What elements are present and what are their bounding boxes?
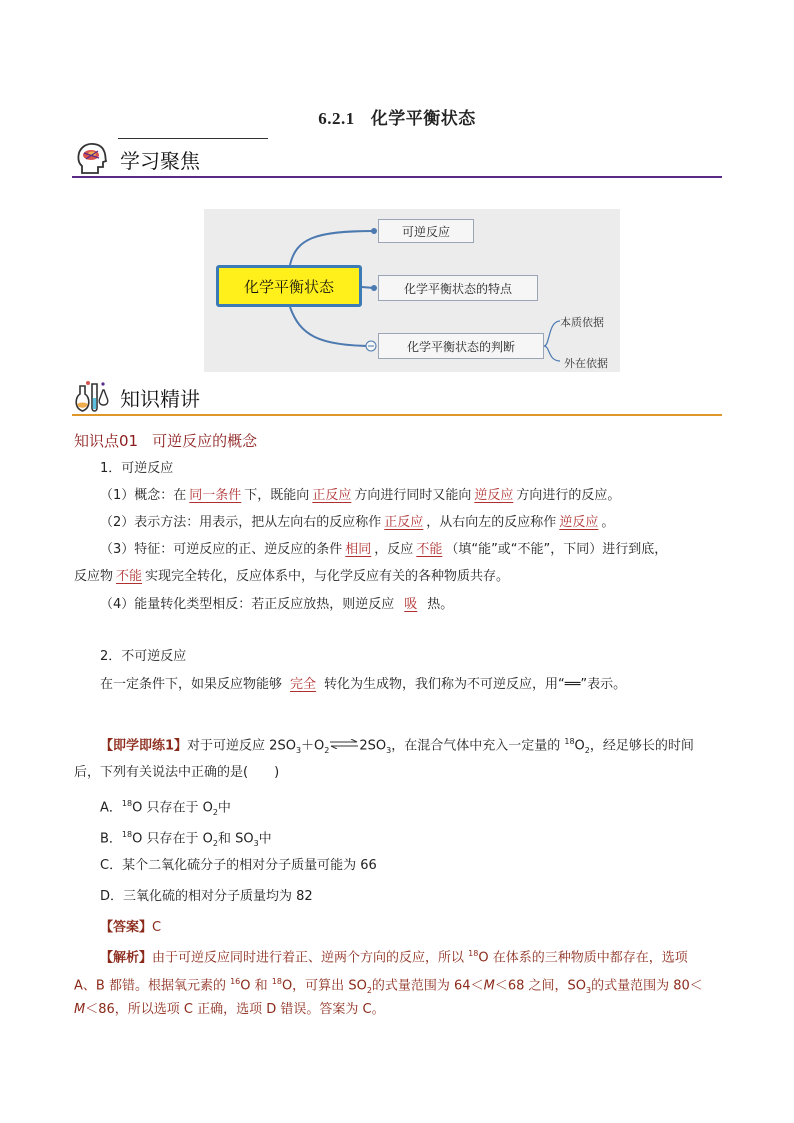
superscript: 18 (564, 737, 575, 746)
analysis-line-3 (74, 1001, 385, 1019)
analysis-line-1 (100, 945, 688, 967)
blank-answer: 完全 (290, 677, 317, 692)
italic-variable: M (74, 1002, 86, 1017)
text: O，可算出 SO (281, 978, 367, 994)
page-title (0, 104, 794, 129)
text: （2）表示方法：用表示，把从左向右的反应称作 (100, 515, 382, 530)
blank-answer: 逆反应 (559, 515, 599, 530)
text: （1）概念：在 (100, 488, 187, 503)
mind-map-root: 化学平衡状态 (216, 265, 362, 307)
mind-map-leaf-external: 外在依据 (564, 357, 608, 370)
subscript: 3 (386, 745, 392, 755)
option-c: C．某个二氧化硫分子的相对分子质量可能为 66 (100, 858, 377, 873)
blank-answer: 不能 (416, 542, 443, 557)
knowledge-point-title (74, 430, 257, 451)
text: O 只存在于 O (132, 831, 213, 847)
text: 方向进行同时又能向 (354, 488, 472, 503)
title-number: 6.2.1 (318, 109, 355, 128)
option-a (100, 795, 231, 822)
reversible-feature-line-cont (74, 568, 509, 586)
analysis-tag: 【解析】 (100, 950, 153, 966)
title-text: 化学平衡状态 (370, 109, 476, 129)
text: ，反应 (374, 542, 414, 557)
reversible-energy-line (100, 596, 453, 614)
text: 中 (258, 831, 272, 847)
section-header-knowledge (72, 376, 722, 416)
text: 实现完全转化，反应体系中，与化学反应有关的各种物质共存。 (145, 569, 510, 584)
italic-variable: M (483, 978, 495, 994)
reversible-feature-line (100, 541, 667, 559)
text: 的式量范围为 64＜ (371, 978, 484, 994)
text: O 和 (240, 978, 272, 994)
superscript: 16 (230, 977, 241, 986)
answer-tag: 【答案】 (100, 920, 153, 935)
text: 下，既能向 (244, 488, 310, 503)
section-label-knowledge: 知识精讲 (120, 387, 200, 411)
section-underline (72, 414, 722, 416)
text: （填“能”或“不能”，下同）进行到底， (445, 542, 668, 557)
text: 。 (601, 515, 615, 530)
blank-answer: 相同 (345, 542, 372, 557)
blank-answer: 吸 (404, 597, 418, 612)
brain-head-icon (74, 140, 110, 176)
subscript: 2 (366, 985, 372, 995)
subscript: 3 (295, 745, 302, 755)
subscript: 2 (584, 745, 590, 755)
blank-answer: 正反应 (312, 488, 352, 503)
text: ＜68 之间，SO (494, 978, 586, 994)
option-b (100, 826, 272, 853)
text: ，经足够长的时间 (589, 738, 694, 754)
text: A． (100, 800, 122, 816)
text: 对于可逆反应 2SO (187, 738, 296, 754)
section-underline (72, 176, 722, 178)
text: 中 (217, 800, 231, 816)
subscript: 2 (212, 807, 218, 817)
answer-line (100, 919, 161, 937)
exercise-stem (100, 733, 694, 760)
reversible-notation-line (100, 514, 614, 532)
superscript: 18 (271, 977, 282, 986)
knowledge-point-name: 可逆反应的概念 (152, 432, 258, 450)
subscript: 3 (585, 985, 592, 995)
mind-map-branch-features: 化学平衡状态的特点 (378, 275, 538, 301)
reversible-arrow-icon (329, 737, 359, 755)
answer-value: C (152, 920, 162, 935)
exercise-tag: 【即学即练1】 (100, 738, 188, 754)
text: （3）特征：可逆反应的正、逆反应的条件 (100, 542, 343, 557)
subscript: 2 (324, 745, 330, 755)
text: 转化为生成物，我们称为不可逆反应，用“══”表示。 (324, 677, 627, 692)
mind-map-branch-judgement: 化学平衡状态的判断 (378, 333, 544, 359)
text: 反应物 (74, 569, 114, 584)
blank-answer: 正反应 (384, 515, 424, 530)
superscript: 18 (468, 949, 479, 958)
text: A、B 都错。根据氧元素的 (74, 978, 231, 994)
irreversible-line (100, 676, 626, 694)
text: 2SO (359, 738, 387, 754)
option-d: D．三氧化硫的相对分子质量均为 82 (100, 889, 313, 904)
text: （4）能量转化类型相反：若正反应放热，则逆反应 (100, 597, 395, 612)
text: ，从右向左的反应称作 (426, 515, 557, 530)
analysis-line-2 (74, 973, 703, 1000)
text: 在一定条件下，如果反应物能够 (100, 677, 283, 692)
superscript: 18 (121, 799, 133, 808)
text: ，在混合气体中充入一定量的 (391, 738, 565, 754)
text: 由于可逆反应同时进行着正、逆两个方向的反应，所以 (152, 950, 469, 966)
subscript: 3 (253, 838, 259, 848)
blank-answer: 逆反应 (474, 488, 514, 503)
section-label-focus: 学习聚焦 (120, 149, 200, 173)
lab-flask-icon (74, 378, 110, 414)
text: O (574, 738, 585, 754)
mind-map-leaf-essential: 本质依据 (560, 316, 604, 329)
knowledge-point-number: 知识点01 (74, 432, 139, 450)
text: ＋O (301, 738, 325, 754)
blank-answer: 不能 (116, 569, 143, 584)
text: 方向进行的反应。 (516, 488, 621, 503)
text: 热。 (427, 597, 454, 612)
text: 的式量范围为 80＜ (591, 978, 703, 994)
blank-answer: 同一条件 (189, 488, 242, 503)
section-overline (118, 138, 268, 139)
text: 和 SO (217, 831, 254, 847)
text: ＜86，所以选项 C 正确，选项 D 错误。答案为 C。 (85, 1002, 385, 1017)
subscript: 2 (212, 838, 218, 848)
heading-reversible: 1．可逆反应 (100, 461, 174, 476)
text: B． (100, 831, 122, 847)
mind-map (204, 209, 620, 372)
section-header-focus (72, 138, 722, 178)
text: O 只存在于 O (132, 800, 213, 816)
exercise-stem-cont: 后，下列有关说法中正确的是( ) (74, 765, 280, 780)
text: O 在体系的三种物质中都存在，选项 (478, 950, 688, 966)
mind-map-branch-reversible: 可逆反应 (378, 219, 474, 243)
heading-irreversible: 2．不可逆反应 (100, 649, 187, 664)
superscript: 18 (121, 830, 133, 839)
reversible-concept-line (100, 487, 620, 505)
